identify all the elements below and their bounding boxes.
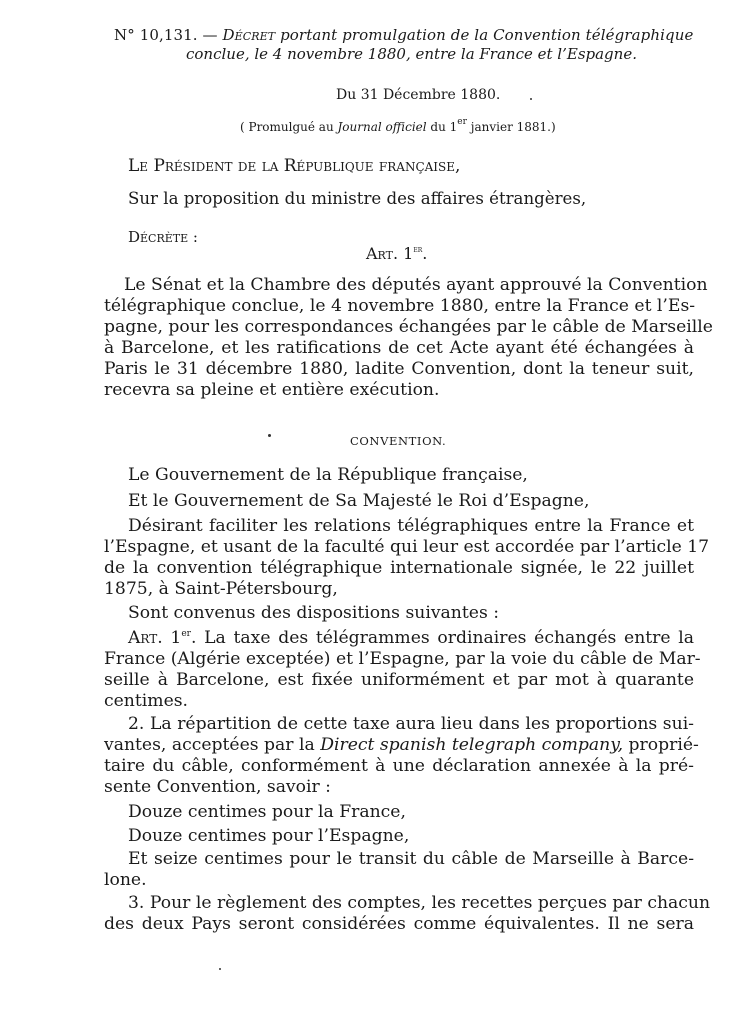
paragraph-line: sente Convention, savoir : (104, 777, 331, 797)
decrete-label: Décrète : (128, 228, 198, 246)
company-name: Direct spanish telegraph company, (320, 735, 624, 755)
ink-speck (530, 98, 532, 100)
convention-article-2 (104, 714, 699, 798)
paragraph-line: 3. Pour le règlement des comptes, les recettes perçues par chacun (128, 893, 711, 913)
title-dash: — (197, 26, 223, 44)
article-1-heading: Art. 1er. (366, 244, 428, 263)
paragraph-line: Paris le 31 décembre 1880, ladite Convention, dont la teneur suit, (104, 359, 694, 379)
sont-convenus-line: Sont convenus des dispositions suivantes : (128, 603, 500, 623)
decree-title-line-2: conclue, le 4 novembre 1880, entre la France et l’Espagne. (186, 45, 637, 63)
gov-france-line: Le Gouvernement de la République française, (128, 465, 528, 485)
paragraph-line: Art. 1er. La taxe des télégrammes ordinaires échangés entre la (128, 628, 695, 648)
paragraph-line: lone. (104, 870, 147, 890)
ink-speck (268, 434, 271, 437)
paragraph-line: vantes, acceptées par la Direct spanish telegraph company, proprié- (104, 735, 699, 755)
title-text: portant promulgation de la Convention télégraphique (275, 26, 694, 44)
journal-officiel: Journal officiel (337, 120, 427, 134)
paragraph-line: centimes. (104, 691, 189, 711)
decree-title-line-1 (114, 26, 693, 44)
paragraph-line: France (Algérie exceptée) et l’Espagne, par la voie du câble de Mar- (104, 649, 701, 669)
paragraph-line: Désirant faciliter les relations télégraphiques entre la France et (128, 516, 694, 536)
seize-paragraph (104, 849, 694, 891)
paragraph-line: l’Espagne, et usant de la faculté qui leur est accordée par l’article 17 (104, 537, 710, 557)
paragraph-line: pagne, pour les correspondances échangées par le câble de Marseille (104, 317, 713, 337)
decree-number: N° 10,131. (114, 26, 198, 44)
paragraph-line: 2. La répartition de cette taxe aura lieu dans les proportions sui- (128, 714, 694, 734)
president-line: Le Président de la République française, (128, 156, 461, 176)
paragraph-line: de la convention télégraphique internationale signée, le 22 juillet (104, 558, 694, 578)
article-1-paragraph (104, 275, 713, 401)
paragraph-line: seille à Barcelone, est fixée uniformément et par mot à quarante (104, 670, 694, 690)
art-1-label: Art. 1 (128, 628, 182, 648)
douze-france-line: Douze centimes pour la France, (128, 802, 406, 822)
decree-date: Du 31 Décembre 1880. (336, 87, 501, 103)
paragraph-line: Le Sénat et la Chambre des députés ayant approuvé la Convention (124, 275, 708, 295)
decret-word: Décret (222, 26, 276, 44)
paragraph-line: 1875, à Saint-Pétersbourg, (104, 579, 338, 599)
convention-heading: CONVENTION. (350, 434, 447, 448)
paragraph-line: télégraphique conclue, le 4 novembre 1880, entre la France et l’Es- (104, 296, 696, 316)
desirant-paragraph (104, 516, 710, 600)
convention-article-3 (104, 893, 711, 935)
paragraph-line: des deux Pays seront considérées comme équivalentes. Il ne sera (104, 914, 694, 934)
paragraph-line: à Barcelone, et les ratifications de cet Acte ayant été échangées à (104, 338, 694, 358)
paragraph-line: recevra sa pleine et entière exécution. (104, 380, 440, 400)
ink-speck (219, 968, 221, 970)
proposition-line: Sur la proposition du ministre des affaires étrangères, (128, 189, 587, 208)
douze-espagne-line: Douze centimes pour l’Espagne, (128, 826, 410, 846)
promulgation-note: ( Promulgué au Journal officiel du 1er janvier 1881.) (240, 117, 556, 134)
paragraph-line: Et seize centimes pour le transit du câble de Marseille à Barce- (128, 849, 694, 869)
gov-spain-line: Et le Gouvernement de Sa Majesté le Roi d’Espagne, (128, 491, 590, 511)
paragraph-line: taire du câble, conformément à une déclaration annexée à la pré- (104, 756, 694, 776)
convention-article-1 (104, 628, 701, 712)
